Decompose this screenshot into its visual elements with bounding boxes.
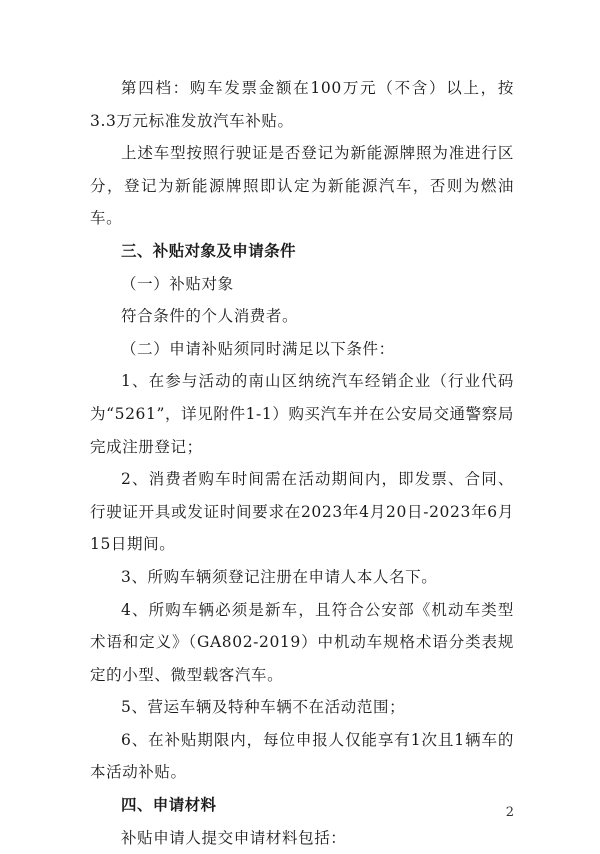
document-body bbox=[90, 72, 514, 854]
condition-item-5: 5、营运车辆及特种车辆不在活动范围； bbox=[121, 698, 406, 717]
section-heading-application-materials: 四、申请材料 bbox=[121, 796, 217, 815]
subheading-conditions: （二）申请补贴须同时满足以下条件： bbox=[121, 339, 395, 358]
subheading-subsidy-targets: （一）补贴对象 bbox=[121, 274, 234, 293]
paragraph-eligible-consumers: 符合条件的个人消费者。 bbox=[121, 307, 299, 326]
condition-item-4: 4、所购车辆必须是新车，且符合公安部《机动车类型术语和定义》（GA802-2019）中机动车规格术语分类表规定的小型、微型载客汽车。 bbox=[90, 600, 514, 684]
paragraph-tier-four: 第四档：购车发票金额在100万元（不含）以上，按3.3万元标准发放汽车补贴。 bbox=[90, 79, 514, 130]
paragraph-vehicle-type-note: 上述车型按照行驶证是否登记为新能源牌照为准进行区分，登记为新能源牌照即认定为新能源汽车，否则为燃油车。 bbox=[90, 144, 514, 228]
section-heading-subsidy-targets: 三、补贴对象及申请条件 bbox=[121, 241, 296, 260]
condition-item-2: 2、消费者购车时间需在活动期间内，即发票、合同、行驶证开具或发证时间要求在2023年4月20日-2023年6月15日期间。 bbox=[90, 470, 514, 554]
condition-item-3: 3、所购车辆须登记注册在申请人本人名下。 bbox=[121, 567, 438, 586]
page-number: 2 bbox=[505, 805, 514, 820]
paragraph-materials-intro: 补贴申请人提交申请材料包括： bbox=[121, 828, 347, 847]
condition-item-1: 1、在参与活动的南山区纳统汽车经销企业（行业代码为“5261”，详见附件1-1）购买汽车并在公安局交通警察局完成注册登记； bbox=[90, 372, 514, 456]
condition-item-6: 6、在补贴期限内，每位申报人仅能享有1次且1辆车的本活动补贴。 bbox=[90, 730, 514, 782]
